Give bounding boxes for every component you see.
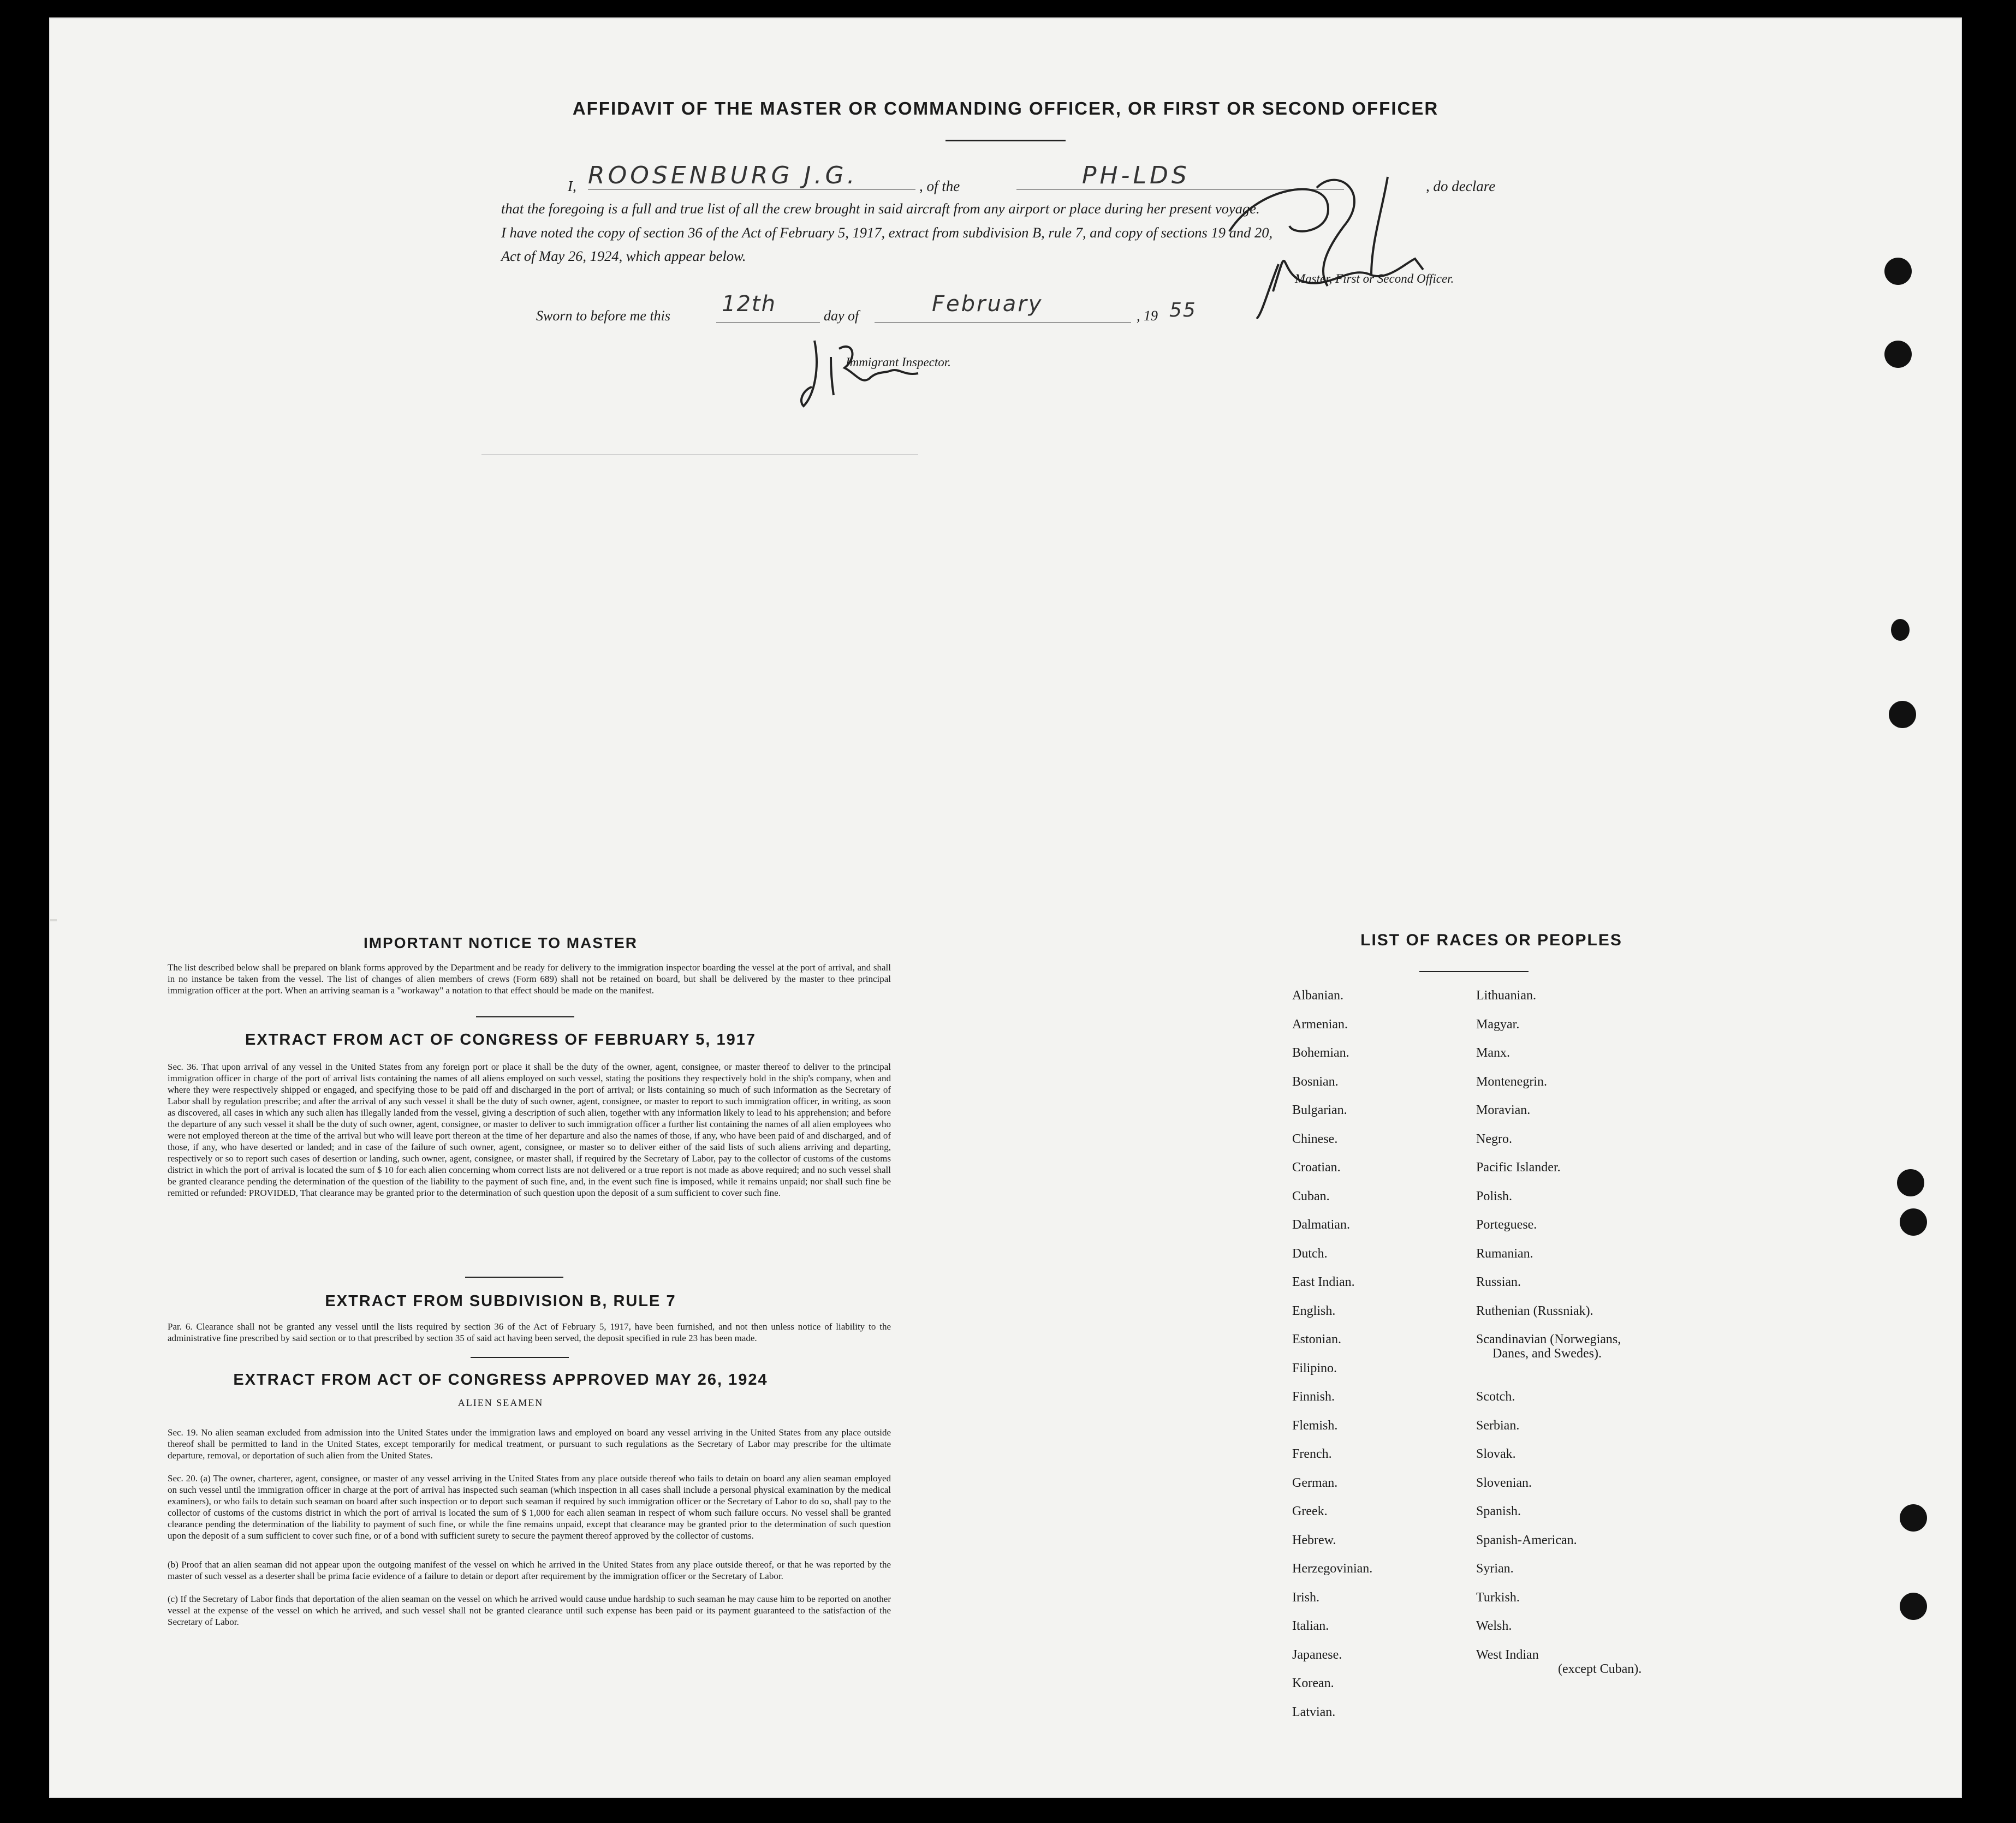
year-prefix: , 19: [1137, 308, 1158, 324]
affidavit-line-1: [525, 162, 1672, 194]
subdivision-body: Par. 6. Clearance shall not be granted any vessel until the lists required by section 36 of the Act of February 5, 1917, have been furnished, and not then unless notice of liability to the administrative fine prescribed by said section or to that prescribed by section 35 of said act having been served, the deposit specified in rule 23 has been made.: [168, 1321, 891, 1343]
race-item: Flemish.: [1292, 1418, 1338, 1433]
race-item: Welsh.: [1476, 1619, 1512, 1633]
race-item: Korean.: [1292, 1676, 1334, 1690]
race-item: Slovenian.: [1476, 1475, 1532, 1490]
inspector-caption: Immigrant Inspector.: [846, 355, 951, 369]
race-item: Chinese.: [1292, 1131, 1338, 1146]
affidavit-line-3: I have noted the copy of section 36 of the Act of February 5, 1917, extract from subdivision B, rule 7, and copy of sections 19 and 20,: [501, 224, 1273, 241]
race-item: Latvian.: [1292, 1705, 1336, 1719]
race-item: Turkish.: [1476, 1590, 1520, 1605]
race-item: Cuban.: [1292, 1189, 1330, 1204]
race-item: Armenian.: [1292, 1017, 1348, 1032]
races-title: LIST OF RACES OR PEOPLES: [1360, 931, 1622, 949]
race-item: Finnish.: [1292, 1390, 1335, 1404]
race-item: Slovak.: [1476, 1447, 1516, 1461]
notice-title: IMPORTANT NOTICE TO MASTER: [363, 934, 638, 951]
extract-1917-body: Sec. 36. That upon arrival of any vessel in the United States from any foreign port or place it shall be the duty of the owner, agent, consignee, or master thereof to deliver to the principal immigration officer in charge of the port of arrival lists containing the names of all aliens employed on such vessel, stating the positions they respectively hold in the ship's company, when and where they were respectively shipped or engaged, and specifying those to be paid off and discharged in the port of arrival; or lists containing so much of such information as the Secretary of Labor shall by regulation prescribe; and after the arrival of any such vessel it shall be the duty of such owner, agent, consignee, or master to report to such immigration officer, in writing, as soon as discovered, all cases in which any such alien has illegally landed from the vessel, giving a description of such alien, together with any information likely to lead to his apprehension; and before the departure of any such vessel it shall be the duty of such owner, agent, consignee, or master to deliver to such immigration officer a further list containing the names of all alien employees who were not employed thereon at the time of the arrival but who will leave port thereon at the time of her departure and also the names of those, if any, who have been paid of and discharged, and of those, if any, who have deserted or landed; and in case of the failure of such owner, agent, consignee, or master so to deliver either of the said lists of such aliens arriving and departing, respectively or so to report such cases of desertion or landing, such owner, agent, consignee, or master shall, if required by the Secretary of Labor, pay to the collector of customs of the customs district in which the port of arrival is located the sum of $ 10 for each alien concerning whom correct lists are not delivered or a true report is not made as above required; and no such vessel shall be granted clearance pending the determination of the question of the liability to the payment of such fine, and, in the event such fine is imposed, while it remains unpaid; nor shall such fine be remitted or refunded: PROVIDED, That clearance may be granted prior to the determination of such question upon the deposit of a sum sufficient to cover such fine.: [168, 1062, 891, 1198]
races-right-column: [1476, 989, 1727, 1681]
punch-hole: [1900, 1504, 1927, 1532]
subdivision-title: EXTRACT FROM SUBDIVISION B, RULE 7: [325, 1292, 676, 1310]
race-item-continuation: Danes, and Swedes).: [1492, 1347, 1602, 1361]
punch-hole: [1891, 619, 1910, 641]
extract-1924-sec20a: Sec. 20. (a) The owner, charterer, agent, consignee, or master of any vessel arriving in the United States from any place outside thereof who fails to detain on board any alien seaman employed on such vessel until the immigration officer in charge at the port of arrival has inspected such seaman (which inspection in all cases shall include a personal physical examination by the medical examiners), or who fails to detain such seaman on board after such inspection or to deport such seaman if required by such immigration officer or the Secretary of Labor to do so, shall pay to the collector of customs of the customs district in which the port of arrival is located the sum of $ 1,000 for each alien seaman in respect of whom such failure occurs. No vessel shall be granted clearance pending the determination of the liability to payment of such fine, or while the fine remains unpaid, except that clearance may be granted prior to the determination of such question upon the deposit of a sum sufficient to cover such fine, or of a bond with sufficient surety to secure the payment thereof approved by the collector of customs.: [168, 1473, 891, 1541]
race-item: Syrian.: [1476, 1562, 1514, 1576]
master-caption: Master, First or Second Officer.: [1295, 272, 1454, 285]
race-item-scandinavian: [1476, 1333, 1727, 1390]
race-item-west-indian: [1476, 1648, 1727, 1681]
race-item: Greek.: [1292, 1504, 1328, 1518]
race-item: Spanish.: [1476, 1504, 1521, 1518]
document-sheet: [50, 19, 1961, 1797]
race-item: Filipino.: [1292, 1361, 1337, 1375]
year-handwritten: 55: [1169, 299, 1197, 321]
race-item: Italian.: [1292, 1619, 1329, 1633]
faint-divider: [481, 454, 918, 455]
race-item: Spanish-American.: [1476, 1533, 1577, 1547]
affidavit-title: AFFIDAVIT OF THE MASTER OR COMMANDING OFFICER, OR FIRST OR SECOND OFFICER: [572, 98, 1439, 118]
race-item: Negro.: [1476, 1131, 1512, 1146]
punch-hole: [1889, 701, 1916, 728]
sworn-line: [536, 291, 1355, 330]
extract-1924-title: EXTRACT FROM ACT OF CONGRESS APPROVED MAY 26, 1924: [233, 1371, 768, 1389]
race-item: Rumanian.: [1476, 1246, 1533, 1261]
punch-hole: [1900, 1593, 1927, 1620]
race-item: Porteguese.: [1476, 1218, 1537, 1232]
punch-hole: [1884, 258, 1912, 285]
race-item: Hebrew.: [1292, 1533, 1336, 1547]
sworn-day-handwritten: 12th: [722, 291, 776, 317]
race-item: English.: [1292, 1303, 1336, 1318]
race-item: Bohemian.: [1292, 1046, 1349, 1060]
sworn-month-handwritten: February: [932, 291, 1043, 317]
title-rule: [945, 140, 1066, 141]
race-item: Ruthenian (Russniak).: [1476, 1303, 1593, 1318]
race-item: Herzegovinian.: [1292, 1562, 1373, 1576]
race-item: Lithuanian.: [1476, 988, 1536, 1003]
punch-hole: [1900, 1208, 1927, 1236]
subdivision-rule: [471, 1357, 569, 1358]
race-item-continuation: (except Cuban).: [1558, 1661, 1642, 1676]
race-item: Japanese.: [1292, 1647, 1342, 1662]
punch-hole: [1897, 1169, 1924, 1196]
declarant-prefix: I,: [568, 178, 576, 194]
race-item: French.: [1292, 1447, 1332, 1461]
race-item: Russian.: [1476, 1275, 1521, 1289]
race-item: Dutch.: [1292, 1246, 1328, 1261]
race-item: Scotch.: [1476, 1390, 1515, 1404]
race-item: West Indian: [1476, 1647, 1539, 1662]
of-the-text: , of the: [919, 178, 960, 194]
master-name-handwritten: ROOSENBURG J.G.: [588, 162, 858, 189]
race-item: Croatian.: [1292, 1160, 1341, 1175]
do-declare-text: , do declare: [1426, 178, 1496, 194]
race-item: Irish.: [1292, 1590, 1319, 1605]
affidavit-line-2: that the foregoing is a full and true list of all the crew brought in said aircraft from any airport or place during her present voyage.: [501, 200, 1260, 217]
race-item: Albanian.: [1292, 988, 1343, 1003]
day-of-text: day of: [824, 308, 859, 324]
fold-mark: [50, 919, 57, 921]
notice-rule: [476, 1016, 574, 1017]
extract-1924-sec20b: (b) Proof that an alien seaman did not appear upon the outgoing manifest of the vessel on which he arrived in the United States from any place outside thereof, or that he was reported by the master of such vessel as a deserter shall be prima facie evidence of a failure to detain or deport after requirement by the immigration officer or the Secretary of Labor.: [168, 1559, 891, 1581]
race-item: Manx.: [1476, 1046, 1510, 1060]
race-item: East Indian.: [1292, 1275, 1355, 1289]
race-item: Magyar.: [1476, 1017, 1520, 1032]
race-item: Pacific Islander.: [1476, 1160, 1561, 1175]
race-item: Bulgarian.: [1292, 1103, 1347, 1117]
aircraft-registration-handwritten: PH-LDS: [1082, 162, 1190, 189]
races-left-column: [1292, 989, 1456, 1734]
sworn-prefix: Sworn to before me this: [536, 308, 671, 324]
punch-hole: [1884, 341, 1912, 368]
race-item: Serbian.: [1476, 1418, 1520, 1433]
extract-1917-rule: [465, 1277, 563, 1278]
race-item: German.: [1292, 1475, 1338, 1490]
race-item: Dalmatian.: [1292, 1218, 1350, 1232]
extract-1917-title: EXTRACT FROM ACT OF CONGRESS OF FEBRUARY 5, 1917: [245, 1031, 757, 1048]
races-rule: [1419, 971, 1529, 972]
race-item: Polish.: [1476, 1189, 1513, 1204]
extract-1924-sec20c: (c) If the Secretary of Labor finds that deportation of the alien seaman on the vessel on which he arrived would cause undue hardship to such seaman he may cause him to be reported on another vessel at the expense of the vessel on which he arrived, and such vessel shall not be granted clearance until such expense has been paid or its payment guaranteed to the satisfaction of the Secretary of Labor.: [168, 1594, 891, 1627]
affidavit-line-4: Act of May 26, 1924, which appear below.: [501, 248, 746, 264]
race-item: Estonian.: [1292, 1332, 1341, 1347]
race-item: Bosnian.: [1292, 1074, 1339, 1089]
race-item: Montenegrin.: [1476, 1074, 1547, 1089]
race-item: Scandinavian (Norwegians,: [1476, 1332, 1621, 1347]
master-name-blank: [588, 189, 915, 190]
extract-1924-sec19: Sec. 19. No alien seaman excluded from admission into the United States under the immigration laws and employed on board any vessel arriving in the United States from any place outside thereof shall be permitted to land in the United States, except temporarily for medical treatment, or pursuant to such regulations as the Secretary of Labor may prescribe for the ultimate departure, removal, or deportation of such alien from the United States.: [168, 1427, 891, 1461]
notice-body: The list described below shall be prepared on blank forms approved by the Department and be ready for delivery to the immigration inspector boarding the vessel at the port of arrival, and shall in no instance be taken from the vessel. The list of changes of alien members of crews (Form 689) shall not be retained on board, but shall be delivered by the master to thee principal immigration officer at the port. When an arriving seaman is a "workaway" a notation to that effect should be made on the manifest.: [168, 962, 891, 996]
race-item: Moravian.: [1476, 1103, 1531, 1117]
extract-1924-subtitle: ALIEN SEAMEN: [457, 1397, 544, 1408]
